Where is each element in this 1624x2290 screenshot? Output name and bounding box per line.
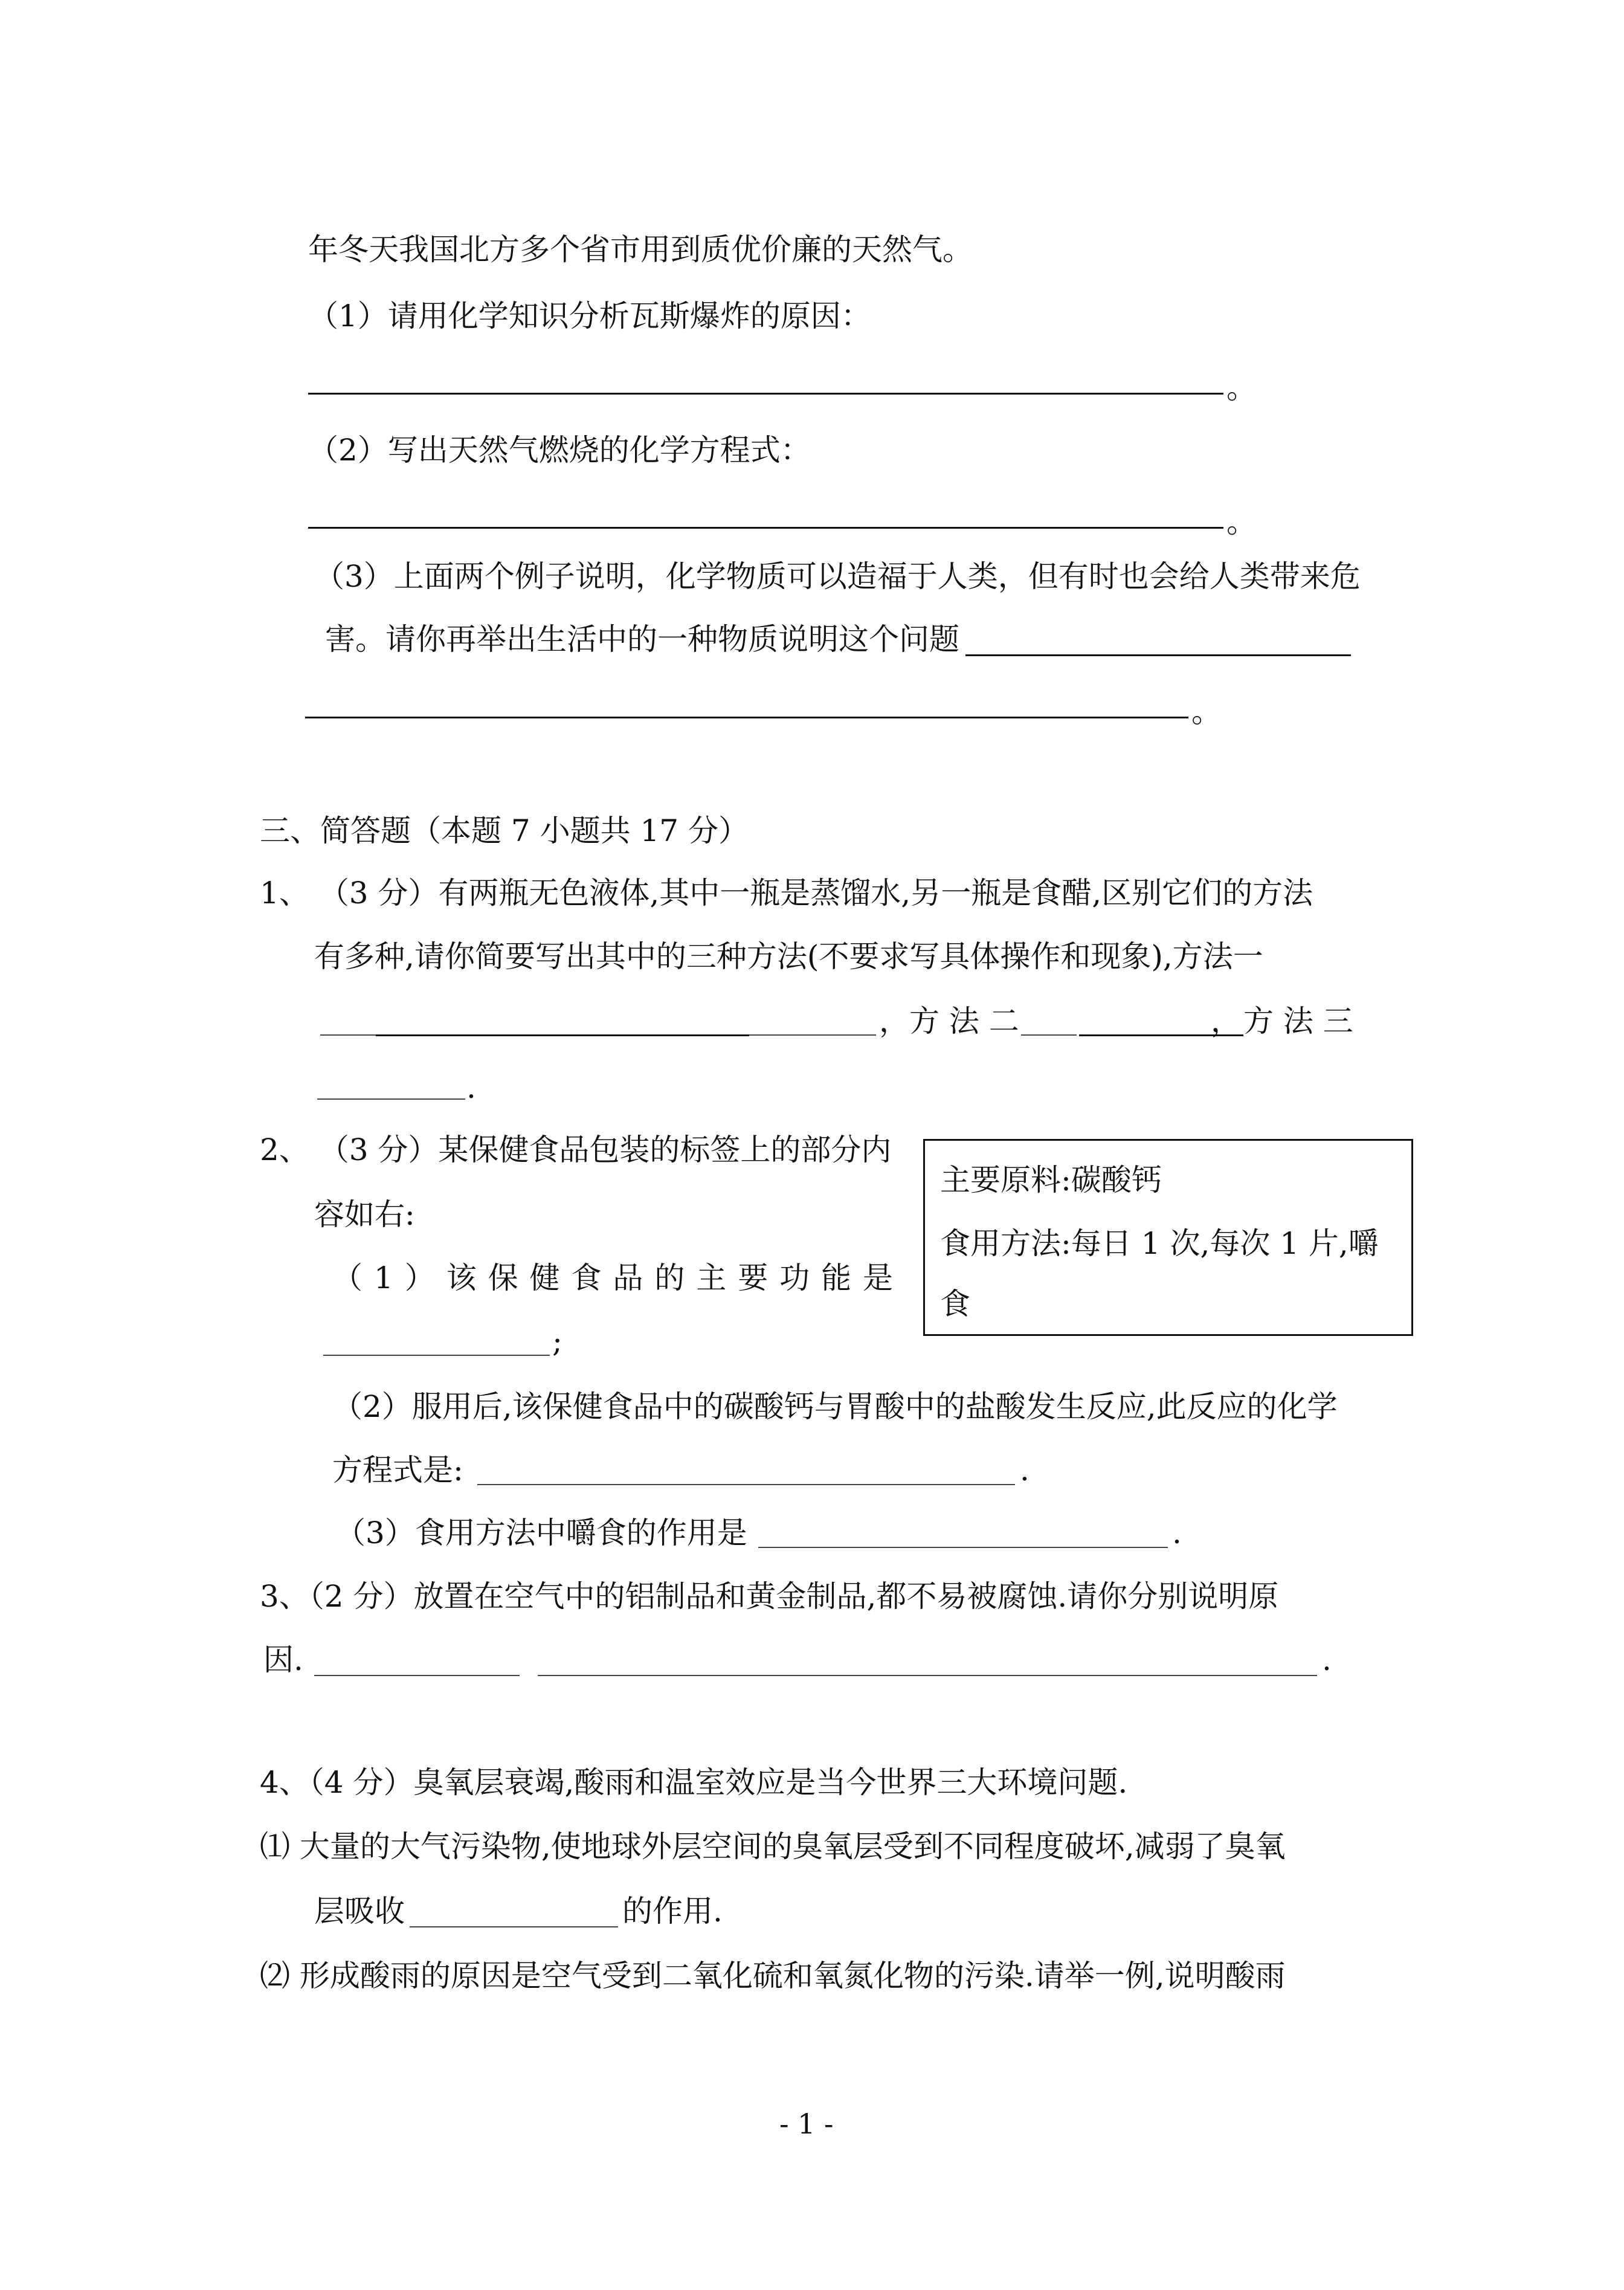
q4-line1: 4、（4 分）臭氧层衰竭,酸雨和温室效应是当今世界三大环境问题. bbox=[260, 1765, 1128, 1800]
answer-line[interactable] bbox=[477, 1484, 1015, 1485]
q3-line2: 因. bbox=[263, 1642, 303, 1677]
method-2-label: ，方 法 二 bbox=[879, 1004, 1019, 1039]
period: 。 bbox=[1226, 505, 1257, 540]
question-1-prompt: （1）请用化学知识分析瓦斯爆炸的原因： bbox=[308, 298, 871, 334]
q2-sub2-line1: （2）服用后,该保健食品中的碳酸钙与胃酸中的盐酸发生反应,此反应的化学 bbox=[332, 1389, 1338, 1424]
answer-line[interactable] bbox=[749, 1034, 876, 1036]
answer-line[interactable] bbox=[314, 1675, 520, 1676]
end-mark: . bbox=[1020, 1453, 1030, 1488]
answer-line[interactable] bbox=[305, 717, 1188, 718]
answer-line[interactable] bbox=[538, 1675, 1317, 1676]
label-usage: 食用方法:每日 1 次,每次 1 片,嚼 bbox=[940, 1226, 1379, 1261]
answer-line[interactable] bbox=[1021, 1034, 1077, 1036]
period: 。 bbox=[1191, 694, 1222, 729]
q4-sub1-line1: ⑴ 大量的大气污染物,使地球外层空间的臭氧层受到不同程度破坏,减弱了臭氧 bbox=[260, 1829, 1286, 1864]
answer-line[interactable] bbox=[323, 1355, 550, 1356]
answer-line[interactable] bbox=[410, 1926, 618, 1927]
question-2-prompt: （2）写出天然气燃烧的化学方程式： bbox=[308, 433, 811, 468]
q1-line2: 有多种,请你简要写出其中的三种方法(不要求写具体操作和现象),方法一 bbox=[314, 939, 1263, 974]
end-mark: . bbox=[1322, 1642, 1332, 1677]
section-heading: 三、简答题（本题 7 小题共 17 分） bbox=[260, 813, 749, 848]
q2-line2: 容如右: bbox=[314, 1197, 415, 1232]
q2-line1: 2、 （3 分）某保健食品包装的标签上的部分内 bbox=[260, 1132, 892, 1167]
q3-line1: 3、（2 分）放置在空气中的铝制品和黄金制品,都不易被腐蚀.请你分别说明原 bbox=[260, 1579, 1279, 1614]
label-usage-cont: 食 bbox=[940, 1286, 970, 1321]
answer-line[interactable] bbox=[376, 1034, 749, 1036]
comma: ， bbox=[1211, 1004, 1241, 1039]
end-mark: . bbox=[466, 1070, 476, 1105]
answer-line[interactable] bbox=[308, 527, 1223, 529]
method-3-label: 方 法 三 bbox=[1243, 1004, 1353, 1039]
label-ingredient: 主要原料:碳酸钙 bbox=[940, 1163, 1162, 1198]
q2-sub1: （ 1 ） 该 保 健 食 品 的 主 要 功 能 是 bbox=[332, 1260, 893, 1295]
q4-sub2-line1: ⑵ 形成酸雨的原因是空气受到二氧化硫和氧氮化物的污染.请举一例,说明酸雨 bbox=[260, 1958, 1286, 1993]
answer-line[interactable] bbox=[317, 1098, 465, 1100]
intro-line: 年冬天我国北方多个省市用到质优价廉的天然气。 bbox=[308, 232, 973, 267]
q1-line1: 1、 （3 分）有两瓶无色液体,其中一瓶是蒸馏水,另一瓶是食醋,区别它们的方法 bbox=[260, 876, 1313, 911]
answer-line[interactable] bbox=[320, 1034, 376, 1036]
answer-line[interactable] bbox=[758, 1547, 1168, 1548]
end-mark: . bbox=[1172, 1515, 1182, 1550]
question-3-line2: 害。请你再举出生活中的一种物质说明这个问题 bbox=[325, 622, 959, 657]
question-3-line1: （3）上面两个例子说明，化学物质可以造福于人类，但有时也会给人类带来危 bbox=[314, 559, 1361, 594]
page-number: - 1 - bbox=[779, 2108, 834, 2140]
product-label-box bbox=[923, 1139, 1413, 1336]
period: 。 bbox=[1226, 370, 1257, 405]
q2-sub2-line2: 方程式是: bbox=[332, 1453, 463, 1488]
end-mark: ; bbox=[552, 1324, 562, 1359]
answer-line[interactable] bbox=[965, 654, 1351, 656]
q2-sub3: （3）食用方法中嚼食的作用是 bbox=[335, 1515, 747, 1550]
q4-sub1-end: 的作用. bbox=[622, 1894, 723, 1929]
q4-sub1-line2: 层吸收 bbox=[314, 1894, 405, 1929]
answer-line[interactable] bbox=[308, 393, 1223, 395]
